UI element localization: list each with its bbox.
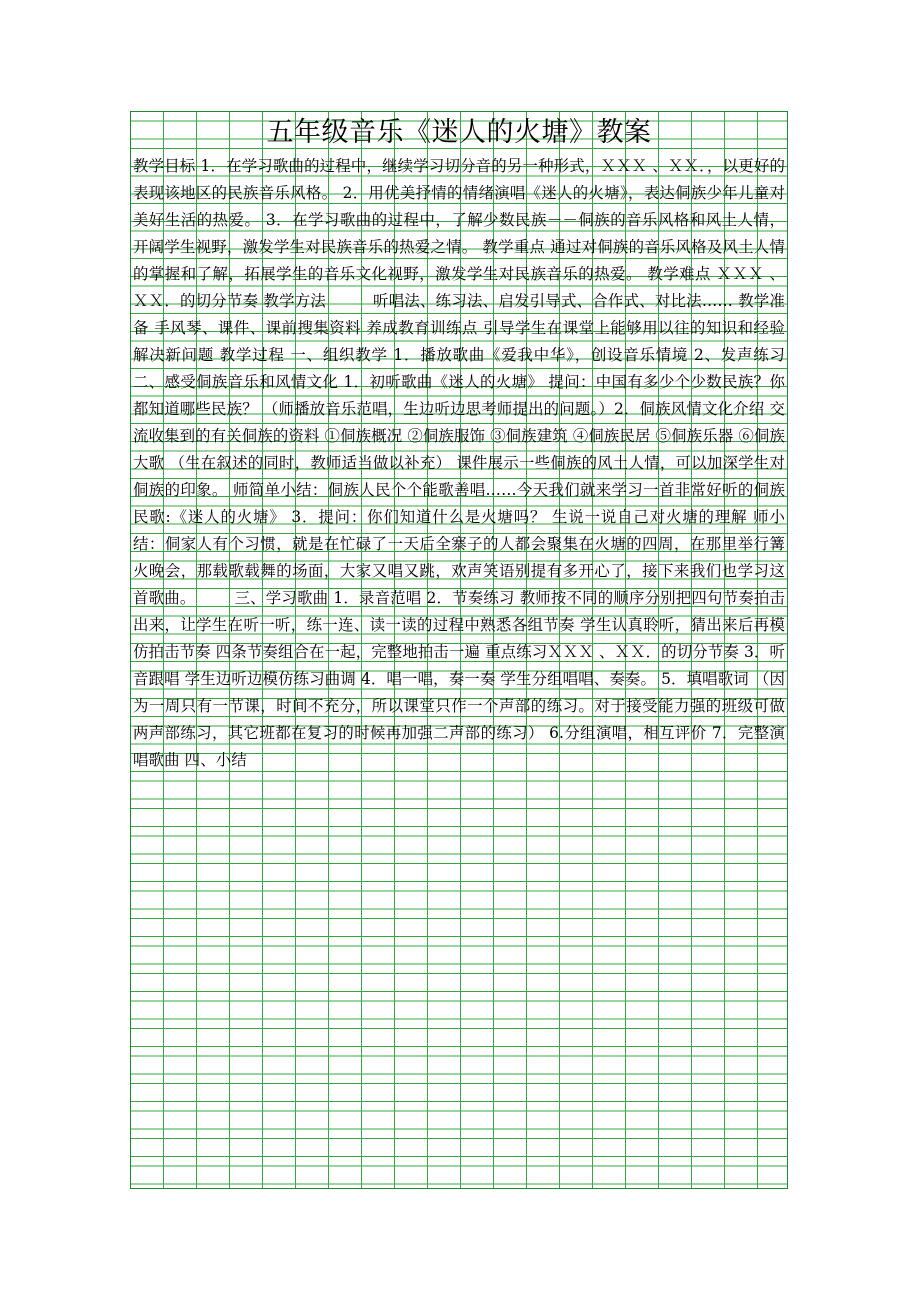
page-title: 五年级音乐《迷人的火塘》教案 <box>266 117 652 148</box>
lesson-plan-body: 教学目标 1．在学习歌曲的过程中，继续学习切分音的另一种形式，ＸＸＸ 、ＸＸ．，以更好的表现该地区的民族音乐风格。 2．用优美抒情的情绪演唱《迷人的火塘》，表达侗族少年儿童对美好生活的热爱。 3．在学习歌曲的过程中，了解少数民族－－侗族的音乐风格和风土人情，开阔学生视野，激发学生对民族音乐的热爱之情。 教学重点 通过对侗族的音乐风格及风土人情的掌握和了解，拓展学生的音乐文化视野，激发学生对民族音乐的热爱。 教学难点 ＸＸＸ 、ＸＸ．的切分节奏 教学方法 听唱法、练习法、启发引导式、合作式、对比法…… 教学准备 手风琴、课件、课前搜集资料 养成教育训练点 引导学生在课堂上能够用以往的知识和经验解决新问题 教学过程 一、组织教学 1．播放歌曲《爱我中华》，创设音乐情境 2、发声练习 二、感受侗族音乐和风情文化 1．初听歌曲《迷人的火塘》 提问：中国有多少个少数民族？你都知道哪些民族？ （师播放音乐范唱，生边听边思考师提出的问题。）2．侗族风情文化介绍 交流收集到的有关侗族的资料 ①侗族概况 ②侗族服饰 ③侗族建筑 ④侗族民居 ⑤侗族乐器 ⑥侗族大歌 （生在叙述的同时，教师适当做以补充） 课件展示一些侗族的风土人情，可以加深学生对侗族的印象。 师简单小结：侗族人民个个能歌善唱……今天我们就来学习一首非常好听的侗族民歌:《迷人的火塘》 3．提问：你们知道什么是火塘吗？ 生说一说自己对火塘的理解 师小结：侗家人有个习惯，就是在忙碌了一天后全寨子的人都会聚集在火塘的四周，在那里举行篝火晚会，那载歌载舞的场面，大家又唱又跳，欢声笑语别提有多开心了，接下来我们也学习这首歌曲。 三、学习歌曲 1．录音范唱 2．节奏练习 教师按不同的顺序分别把四句节奏拍击出来，让学生在听一听，练一连、读一读的过程中熟悉各组节奏 学生认真聆听，猜出来后再模仿拍击节奏 四条节奏组合在一起，完整地拍击一遍 重点练习ＸＸＸ 、ＸＸ．的切分节奏 3．听音跟唱 学生边听边模仿练习曲调 4．唱一唱，奏一奏 学生分组唱唱、奏奏。 5．填唱歌词 （因为一周只有一节课，时间不充分，所以课堂只作一个声部的练习。对于接受能力强的班级可做两声部练习，其它班都在复习的时候再加强二声部的练习） 6.分组演唱，相互评价 7．完整演唱歌曲 四、小结 <box>133 157 785 769</box>
grid-paper <box>130 111 788 1189</box>
